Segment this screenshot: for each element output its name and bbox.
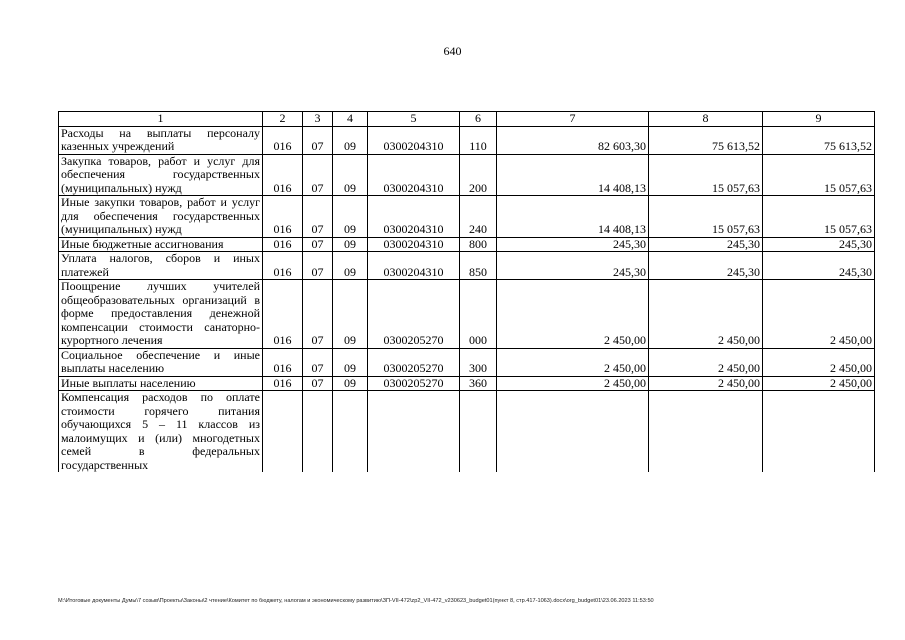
- cell-amount-9: 15 057,63: [763, 154, 875, 196]
- cell-expense-type: 850: [460, 252, 497, 280]
- table-row: [59, 154, 875, 196]
- cell-subsection: 09: [333, 126, 368, 154]
- cell-section: 07: [303, 196, 333, 238]
- cell-amount-7: 14 408,13: [497, 196, 649, 238]
- cell-target-article: 0300204310: [368, 126, 460, 154]
- table-row: [59, 391, 875, 473]
- cell-expense-type: 200: [460, 154, 497, 196]
- row-name: Компенсация расходов по оплате стоимости горячего питания обучающихся 5 – 11 классов из малоимущих и (или) многодетных семей в федеральных государственных: [59, 391, 263, 473]
- cell-ministry: 016: [263, 348, 303, 376]
- column-header: 2: [263, 112, 303, 127]
- cell-section: 07: [303, 237, 333, 252]
- cell-amount-8: 75 613,52: [649, 126, 763, 154]
- row-name: Иные бюджетные ассигнования: [59, 237, 263, 252]
- cell-amount-9: [763, 391, 875, 473]
- cell-section: 07: [303, 154, 333, 196]
- cell-amount-9: 75 613,52: [763, 126, 875, 154]
- row-name: Расходы на выплаты персоналу казенных учреждений: [59, 126, 263, 154]
- row-name: Закупка товаров, работ и услуг для обеспечения государственных (муниципальных) нужд: [59, 154, 263, 196]
- cell-amount-7: 2 450,00: [497, 348, 649, 376]
- column-header: 4: [333, 112, 368, 127]
- cell-subsection: 09: [333, 348, 368, 376]
- row-name: Социальное обеспечение и иные выплаты населению: [59, 348, 263, 376]
- cell-amount-8: 2 450,00: [649, 280, 763, 349]
- cell-ministry: 016: [263, 376, 303, 391]
- cell-section: 07: [303, 376, 333, 391]
- column-header: 1: [59, 112, 263, 127]
- cell-amount-7: 2 450,00: [497, 280, 649, 349]
- cell-amount-8: 2 450,00: [649, 348, 763, 376]
- cell-subsection: 09: [333, 280, 368, 349]
- cell-target-article: 0300204310: [368, 252, 460, 280]
- cell-subsection: [333, 391, 368, 473]
- cell-expense-type: 240: [460, 196, 497, 238]
- cell-amount-7: 2 450,00: [497, 376, 649, 391]
- cell-amount-8: 15 057,63: [649, 196, 763, 238]
- cell-subsection: 09: [333, 237, 368, 252]
- cell-amount-9: 245,30: [763, 237, 875, 252]
- cell-amount-9: 2 450,00: [763, 348, 875, 376]
- cell-amount-9: 2 450,00: [763, 280, 875, 349]
- cell-ministry: 016: [263, 126, 303, 154]
- cell-ministry: [263, 391, 303, 473]
- cell-amount-7: 245,30: [497, 237, 649, 252]
- cell-expense-type: 800: [460, 237, 497, 252]
- cell-target-article: 0300205270: [368, 280, 460, 349]
- row-name: Поощрение лучших учителей общеобразовательных организаций в форме предоставления денежной компенсации стоимости санаторно-курортного лечения: [59, 280, 263, 349]
- cell-subsection: 09: [333, 196, 368, 238]
- cell-section: 07: [303, 348, 333, 376]
- cell-expense-type: 000: [460, 280, 497, 349]
- cell-amount-7: [497, 391, 649, 473]
- cell-ministry: 016: [263, 196, 303, 238]
- cell-ministry: 016: [263, 154, 303, 196]
- table-row: [59, 280, 875, 349]
- cell-ministry: 016: [263, 252, 303, 280]
- cell-subsection: 09: [333, 154, 368, 196]
- cell-target-article: [368, 391, 460, 473]
- cell-amount-7: 245,30: [497, 252, 649, 280]
- cell-ministry: 016: [263, 237, 303, 252]
- cell-target-article: 0300204310: [368, 196, 460, 238]
- cell-expense-type: 360: [460, 376, 497, 391]
- cell-amount-9: 245,30: [763, 252, 875, 280]
- table-row: [59, 376, 875, 391]
- cell-amount-8: [649, 391, 763, 473]
- cell-section: 07: [303, 252, 333, 280]
- cell-amount-7: 14 408,13: [497, 154, 649, 196]
- cell-expense-type: 110: [460, 126, 497, 154]
- cell-subsection: 09: [333, 376, 368, 391]
- column-header: 9: [763, 112, 875, 127]
- table-header-row: [59, 112, 875, 127]
- table-row: [59, 237, 875, 252]
- cell-amount-8: 245,30: [649, 252, 763, 280]
- cell-amount-8: 15 057,63: [649, 154, 763, 196]
- table-row: [59, 252, 875, 280]
- cell-amount-7: 82 603,30: [497, 126, 649, 154]
- row-name: Иные выплаты населению: [59, 376, 263, 391]
- column-header: 5: [368, 112, 460, 127]
- table-row: [59, 126, 875, 154]
- document-path-footer: М:\Итоговые документы Думы\7 созыв\Проекты\Законы\2 чтение\Комитет по бюджету, налогам и экономическому развитию\ЗП-VII-472\zp2_VII-472_v230623_budget01(пункт 8, стр.417-1063).docx\org_budget01\23.06.2023 11:53:50: [58, 598, 654, 604]
- cell-amount-9: 15 057,63: [763, 196, 875, 238]
- cell-ministry: 016: [263, 280, 303, 349]
- column-header: 6: [460, 112, 497, 127]
- budget-table: [58, 111, 875, 472]
- table-row: [59, 348, 875, 376]
- row-name: Уплата налогов, сборов и иных платежей: [59, 252, 263, 280]
- table-row: [59, 196, 875, 238]
- cell-target-article: 0300204310: [368, 154, 460, 196]
- cell-section: 07: [303, 126, 333, 154]
- cell-subsection: 09: [333, 252, 368, 280]
- column-header: 3: [303, 112, 333, 127]
- cell-amount-8: 2 450,00: [649, 376, 763, 391]
- cell-amount-8: 245,30: [649, 237, 763, 252]
- cell-amount-9: 2 450,00: [763, 376, 875, 391]
- cell-target-article: 0300205270: [368, 376, 460, 391]
- column-header: 7: [497, 112, 649, 127]
- cell-expense-type: [460, 391, 497, 473]
- cell-expense-type: 300: [460, 348, 497, 376]
- row-name: Иные закупки товаров, работ и услуг для обеспечения государственных (муниципальных) нужд: [59, 196, 263, 238]
- column-header: 8: [649, 112, 763, 127]
- page-number: 640: [443, 44, 462, 58]
- cell-target-article: 0300204310: [368, 237, 460, 252]
- cell-section: 07: [303, 280, 333, 349]
- cell-section: [303, 391, 333, 473]
- cell-target-article: 0300205270: [368, 348, 460, 376]
